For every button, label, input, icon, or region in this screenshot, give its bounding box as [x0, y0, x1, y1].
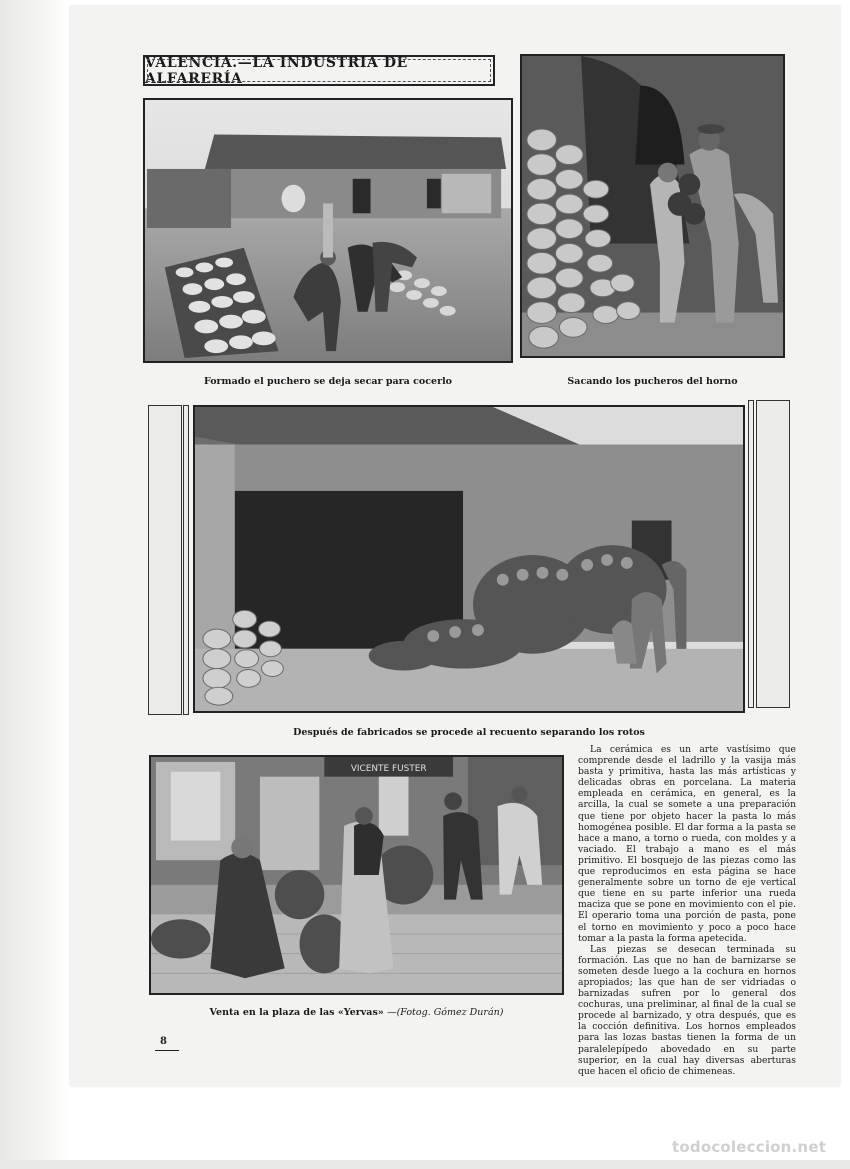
photo-market-square: [149, 755, 564, 995]
shop-sign-text: VICENTE FUSTER: [350, 763, 427, 774]
caption-market-title: Venta en la plaza de las «Yervas»: [209, 1007, 384, 1018]
page-bottom-strip: [0, 1160, 850, 1169]
watermark-text: todocoleccion.net: [672, 1138, 827, 1156]
decorative-frame-left-inner: [183, 405, 189, 715]
photo-kiln-pots: [520, 54, 785, 358]
photo-credit: —(Fotog. Gómez Durán): [387, 1007, 504, 1018]
headline: VALENCIA.—LA INDUSTRIA DE ALFARERÍA: [145, 54, 408, 87]
article-paragraph: La cerámica es un arte vastísimo que comprende desde el ladrillo y la vasija más basta y primitiva, hasta las más artísticas y delicadas obras en porcelana. La materia empleada en cerámica, en general, es la arcilla, la cual se somete a una preparación que tiene por objeto hacer la pasta lo más homogénea posible. El dar forma a la pasta se hace a mano, a torno o rueda, con moldes y a vaciado. El trabajo a mano es el más primitivo. El bosquejo de las piezas como las que reproducimos en esta página se hace generalmente sobre un torno de eje vertical que tiene en su parte inferior una rueda maciza que se pone en movimiento con el pie. El operario toma una porción de pasta, pone el torno en movimiento y poco a poco hace tomar a la pasta la forma apetecida.: [578, 744, 796, 944]
caption-counting-pots: Después de fabricados se procede al recuento separando los rotos: [293, 727, 645, 738]
photo-drying-pots: [143, 98, 513, 363]
decorative-frame-left: [148, 405, 182, 715]
page-number-rule: [155, 1050, 179, 1051]
page-number: 8: [160, 1036, 167, 1047]
decorative-frame-right: [756, 400, 790, 708]
article-text: [578, 744, 796, 1077]
caption-kiln-pots: Sacando los pucheros del horno: [567, 376, 738, 387]
article-paragraph: Las piezas se desecan terminada su formación. Las que no han de barnizarse se someten desde luego a la cochura en hornos apropiados; las que han de ser vidriadas o barnizadas sufren por lo general dos cochuras, una preliminar, al final de la cual se procede al barnizado, y otra después, que es la cocción definitiva. Los hornos empleados para las lozas bastas tienen la forma de un paralelepípedo abovedado en su parte superior, en la cual hay diversas aberturas que hacen el oficio de chimeneas.: [578, 943, 796, 1077]
decorative-frame-right-inner: [748, 400, 754, 708]
caption-drying-pots: Formado el puchero se deja secar para cocerlo: [203, 376, 453, 387]
page-left-edge: [0, 0, 68, 1169]
headline-box: [143, 55, 495, 86]
caption-market-square: [149, 1007, 564, 1018]
photo-counting-pots: [193, 405, 745, 713]
